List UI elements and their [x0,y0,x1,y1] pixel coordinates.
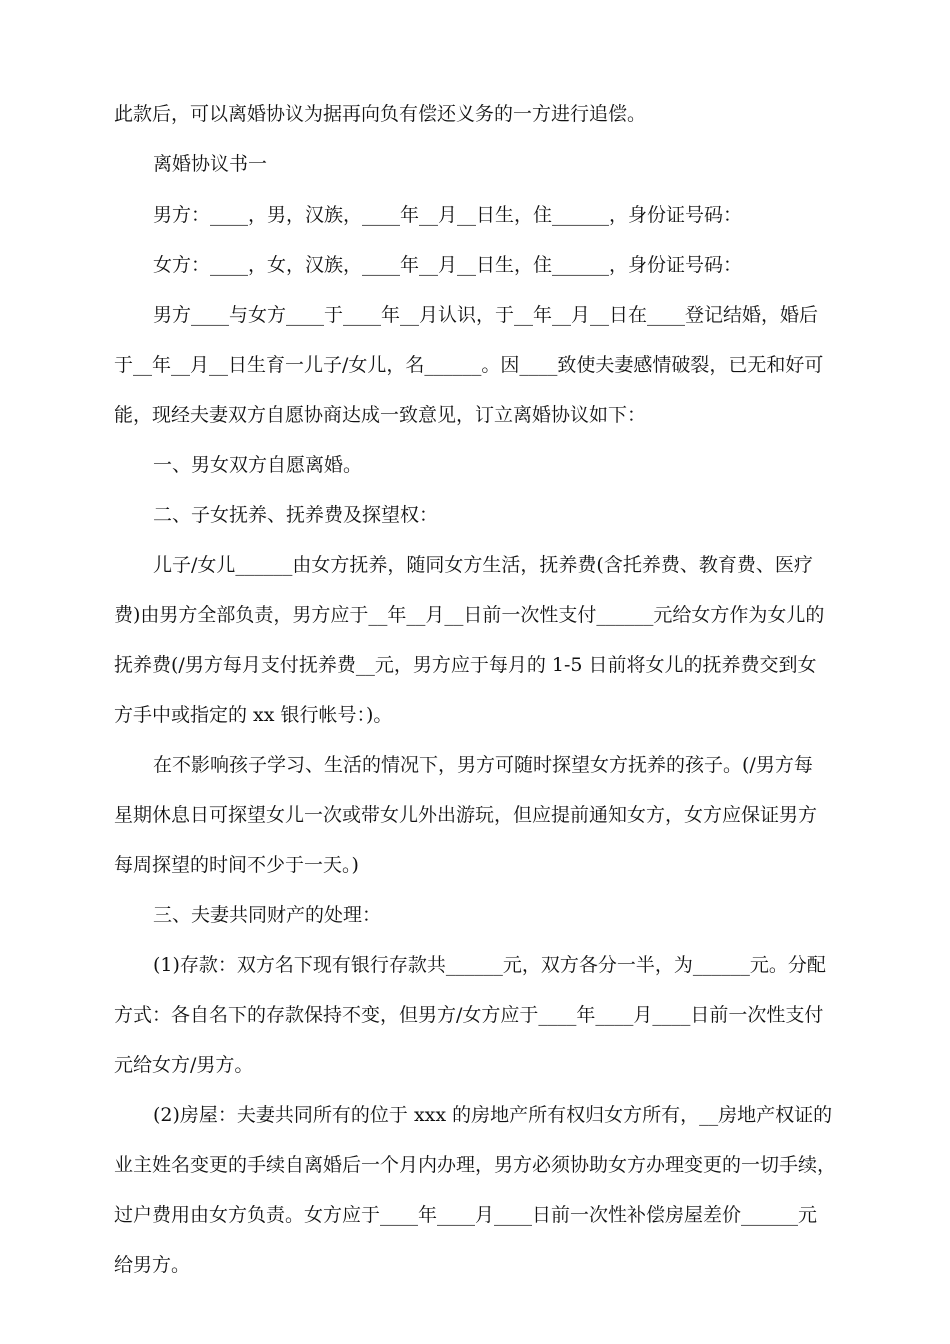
paragraph-line: 每周探望的时间不少于一天。) [114,854,359,876]
paragraph-line: 于__年__月__日生育一儿子/女儿，名______。因____致使夫妻感情破裂，已无和好可 [114,354,824,376]
paragraph-line: 男方：____，男，汉族，____年__月__日生，住______，身份证号码： [153,204,743,226]
paragraph-line: 男方____与女方____于____年__月认识，于__年__月__日在____登记结婚，婚后 [153,304,819,326]
paragraph-line: 给男方。 [114,1254,191,1276]
paragraph-line: 方手中或指定的 xx 银行帐号：)。 [114,704,393,726]
paragraph-line: 元给女方/男方。 [114,1054,254,1076]
paragraph-line: (1)存款：双方名下现有银行存款共______元，双方各分一半，为______元。分配 [153,954,826,976]
paragraph-line: 此款后，可以离婚协议为据再向负有偿还义务的一方进行追偿。 [114,103,647,125]
paragraph-line: 女方：____，女，汉族，____年__月__日生，住______，身份证号码： [153,254,743,276]
section-title: 离婚协议书一 [153,153,268,175]
paragraph-line: 儿子/女儿______由女方抚养，随同女方生活，抚养费(含托养费、教育费、医疗 [153,554,813,576]
paragraph-line: 费)由男方全部负责，男方应于__年__月__日前一次性支付______元给女方作为女儿的 [114,604,825,626]
paragraph-line: 二、子女抚养、抚养费及探望权： [153,504,439,526]
paragraph-line: (2)房屋：夫妻共同所有的位于 xxx 的房地产所有权归女方所有，__房地产权证的 [153,1104,833,1126]
paragraph-line: 抚养费(/男方每月支付抚养费__元，男方应于每月的 1-5 日前将女儿的抚养费交到女 [114,654,817,676]
paragraph-line: 方式：各自名下的存款保持不变，但男方/女方应于____年____月____日前一次性支付 [114,1004,824,1026]
paragraph-line: 过户费用由女方负责。女方应于____年____月____日前一次性补偿房屋差价______元 [114,1204,818,1226]
paragraph-line: 业主姓名变更的手续自离婚后一个月内办理，男方必须协助女方办理变更的一切手续， [114,1154,837,1176]
paragraph-line: 一、男女双方自愿离婚。 [153,454,363,476]
paragraph-line: 星期休息日可探望女儿一次或带女儿外出游玩，但应提前通知女方，女方应保证男方 [114,804,818,826]
paragraph-line: 能，现经夫妻双方自愿协商达成一致意见，订立离婚协议如下： [114,404,647,426]
paragraph-line: 在不影响孩子学习、生活的情况下，男方可随时探望女方抚养的孩子。(/男方每 [153,754,813,776]
paragraph-line: 三、夫妻共同财产的处理： [153,904,382,926]
